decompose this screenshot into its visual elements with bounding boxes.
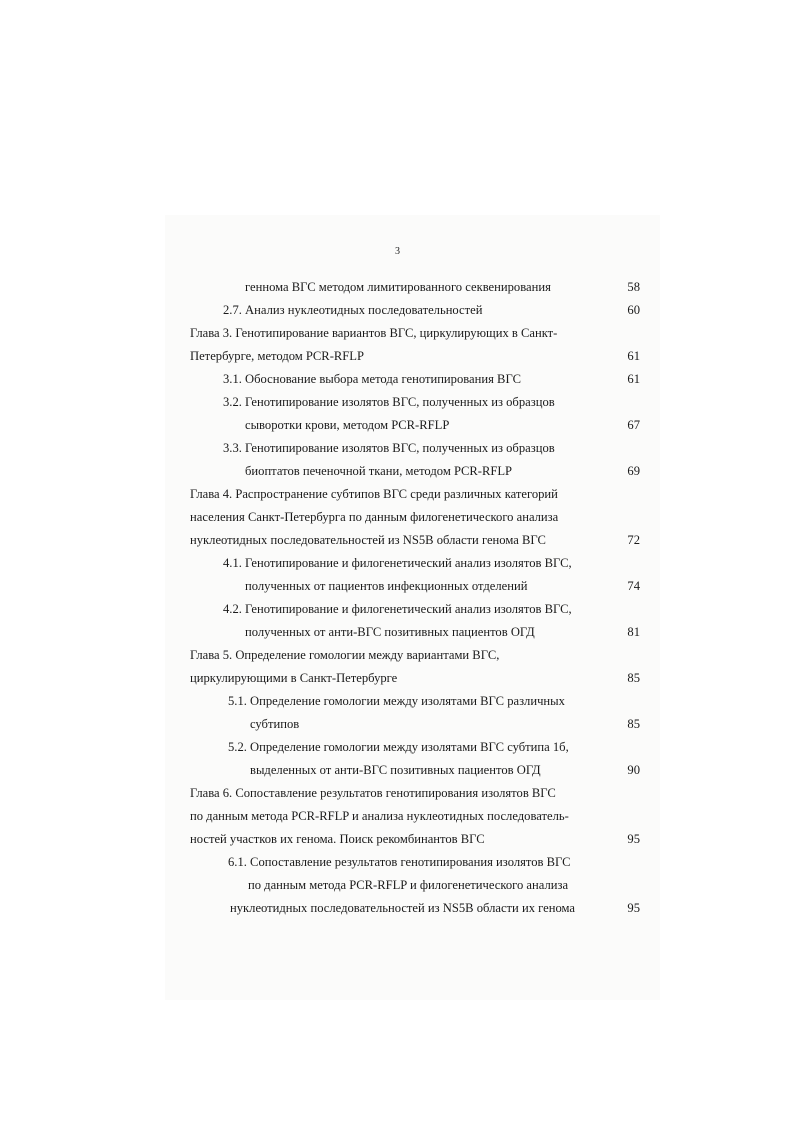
toc-entry-page: 81 (627, 625, 640, 639)
toc-entry-page: 95 (627, 901, 640, 915)
toc-entry-text: Глава 6. Сопоставление результатов генотипирования изолятов ВГС (190, 786, 556, 800)
toc-entry-text: населения Санкт-Петербурга по данным филогенетического анализа (190, 510, 559, 524)
toc-entry-page: 60 (627, 303, 640, 317)
toc-entry-text: циркулирующими в Санкт-Петербурге (190, 671, 398, 685)
toc-entry-text: 6.1. Сопоставление результатов генотипирования изолятов ВГС (228, 855, 571, 869)
toc-entry-text: нуклеотидных последовательностей из NS5B области генома ВГС (190, 533, 546, 547)
toc-entry-text: выделенных от анти-ВГС позитивных пациентов ОГД (250, 763, 541, 777)
toc-entry-text: 5.1. Определение гомологии между изолятами ВГС различных (228, 694, 565, 708)
toc-entry-text: полученных от пациентов инфекционных отделений (245, 579, 528, 593)
toc-entry-page: 90 (627, 763, 640, 777)
toc-entry-text: по данным метода PCR-RFLP и анализа нуклеотидных последователь- (190, 809, 569, 823)
toc-entry-text: ностей участков их генома. Поиск рекомбинантов ВГС (190, 832, 485, 846)
toc-entry-page: 69 (627, 464, 640, 478)
toc-entry-page: 61 (627, 349, 640, 363)
toc-entry-text: субтипов (250, 717, 300, 731)
toc-entry-text: геннома ВГС методом лимитированного секвенирования (245, 280, 551, 294)
toc-entry-page: 72 (627, 533, 640, 547)
toc-entry-text: биоптатов печеночной ткани, методом PCR-RFLP (245, 464, 513, 478)
toc-entry-page: 74 (627, 579, 640, 593)
toc-entry-page: 61 (627, 372, 640, 386)
toc-entry-text: по данным метода PCR-RFLP и филогенетического анализа (248, 878, 569, 892)
toc-entry-text: 3.3. Генотипирование изолятов ВГС, полученных из образцов (223, 441, 555, 455)
toc-entry-text: Глава 4. Распространение субтипов ВГС среди различных категорий (190, 487, 558, 501)
toc-entry-page: 85 (627, 717, 640, 731)
toc-entry-page: 67 (627, 418, 640, 432)
toc-entry-page: 58 (627, 280, 640, 294)
toc-entry-text: Петербурге, методом PCR-RFLP (190, 349, 364, 363)
toc-entry-text: полученных от анти-ВГС позитивных пациентов ОГД (245, 625, 535, 639)
toc-entry-text: 3.2. Генотипирование изолятов ВГС, полученных из образцов (223, 395, 555, 409)
toc-entry-text: Глава 3. Генотипирование вариантов ВГС, циркулирующих в Санкт- (190, 326, 558, 340)
toc-entry-page: 85 (627, 671, 640, 685)
toc-entry-text: 4.2. Генотипирование и филогенетический анализ изолятов ВГС, (223, 602, 572, 616)
toc-entry-page: 95 (627, 832, 640, 846)
toc-entry-text: нуклеотидных последовательностей из NS5B области их генома (230, 901, 575, 915)
toc-entry-text: 3.1. Обоснование выбора метода генотипирования ВГС (223, 372, 521, 386)
page-number: 3 (395, 246, 400, 257)
toc-entry-text: 5.2. Определение гомологии между изолятами ВГС субтипа 1б, (228, 740, 569, 754)
toc-entry-text: 4.1. Генотипирование и филогенетический анализ изолятов ВГС, (223, 556, 572, 570)
toc-entry-text: Глава 5. Определение гомологии между вариантами ВГС, (190, 648, 500, 662)
toc-entry-text: 2.7. Анализ нуклеотидных последовательностей (223, 303, 483, 317)
toc-entry-text: сыворотки крови, методом PCR-RFLP (245, 418, 450, 432)
